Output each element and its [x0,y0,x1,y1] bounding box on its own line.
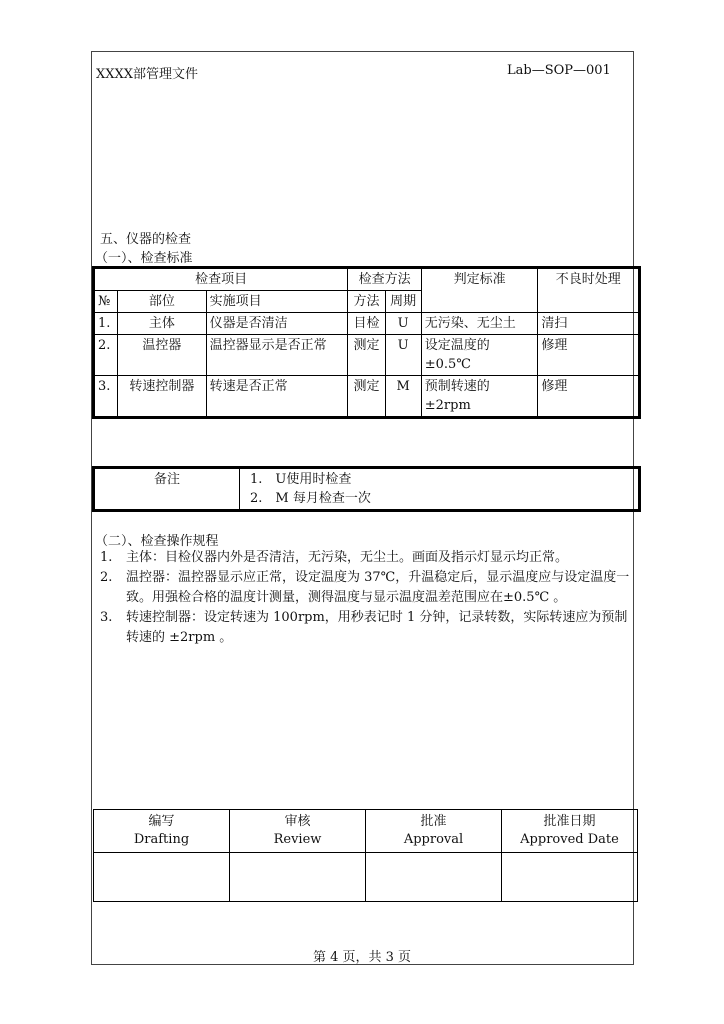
row-method: 目检 [348,313,385,335]
row-handling: 修理 [538,376,640,418]
document-code: Lab—SOP—001 [507,63,611,78]
row-part: 温控器 [118,335,206,376]
list-item-number: 2. [100,570,113,585]
signoff-review-field [230,853,366,902]
row-no: 2. [94,335,118,376]
header-check-item: 检查项目 [94,268,348,291]
section-title: 五、仪器的检查 [100,232,192,247]
document-header-left: XXXX部管理文件 [96,67,199,82]
signoff-drafting-field [94,853,230,902]
row-item: 温控器显示是否正常 [206,335,348,376]
operations-title: （二）、检查操作规程 [95,534,219,549]
table-row [94,313,640,335]
list-item [100,608,630,648]
row-part: 主体 [118,313,206,335]
row-criteria: 设定温度的±0.5℃ [421,335,538,376]
row-criteria: 无污染、无尘土 [421,313,538,335]
header-no: № [94,291,118,313]
row-method: 测定 [348,376,385,418]
signoff-drafting: 编写 Drafting [94,810,230,853]
signoff-approval: 批准 Approval [366,810,502,853]
list-item-text: 主体：目检仪器内外是否清洁，无污染，无尘土。画面及指示灯显示均正常。 [126,550,569,565]
row-method: 测定 [348,335,385,376]
row-period: U [385,313,421,335]
row-period: M [385,376,421,418]
note-item: 2. M 每月检查一次 [250,491,371,506]
list-item-text: 温控器：温控器显示应正常，设定温度为 37℃，升温稳定后，显示温度应与设定温度一致。用强检合格的温度计测量，测得温度与显示温度温差范围应在±0.5℃ 。 [126,570,630,605]
signoff-review: 审核 Review [230,810,366,853]
row-no: 3. [94,376,118,418]
page-number: 第 4 页，共 3 页 [312,950,412,965]
table-row [94,376,640,418]
signoff-approval-field [366,853,502,902]
table-row [94,335,640,376]
row-no: 1. [94,313,118,335]
header-check-method: 检查方法 [348,268,421,291]
header-defect-handling: 不良时处理 [538,268,640,313]
header-method: 方法 [348,291,385,313]
header-period: 周期 [385,291,421,313]
table-header-row [94,268,640,291]
row-handling: 修理 [538,335,640,376]
list-item-number: 1. [100,550,113,565]
list-item [100,548,630,568]
signoff-approved-date: 批准日期 Approved Date [502,810,638,853]
note-item: 1. U使用时检查 [250,472,352,487]
notes-label: 备注 [94,468,240,511]
signoff-table [93,809,638,902]
header-item: 实施项目 [206,291,348,313]
row-part: 转速控制器 [118,376,206,418]
notes-table [92,466,641,512]
row-criteria: 预制转速的±2rpm [421,376,538,418]
row-period: U [385,335,421,376]
list-item [100,568,630,608]
row-item: 转速是否正常 [206,376,348,418]
row-handling: 清扫 [538,313,640,335]
header-criteria: 判定标准 [421,268,538,313]
check-standard-table [92,266,641,419]
row-item: 仪器是否清洁 [206,313,348,335]
header-part: 部位 [118,291,206,313]
signoff-date-field [502,853,638,902]
list-item-number: 3. [100,610,113,625]
list-item-text: 转速控制器：设定转速为 100rpm，用秒表记时 1 分钟，记录转数，实际转速应为预制转速的 ±2rpm 。 [126,610,628,645]
section-subtitle: （一）、检查标准 [95,251,193,266]
operations-list [100,548,630,648]
